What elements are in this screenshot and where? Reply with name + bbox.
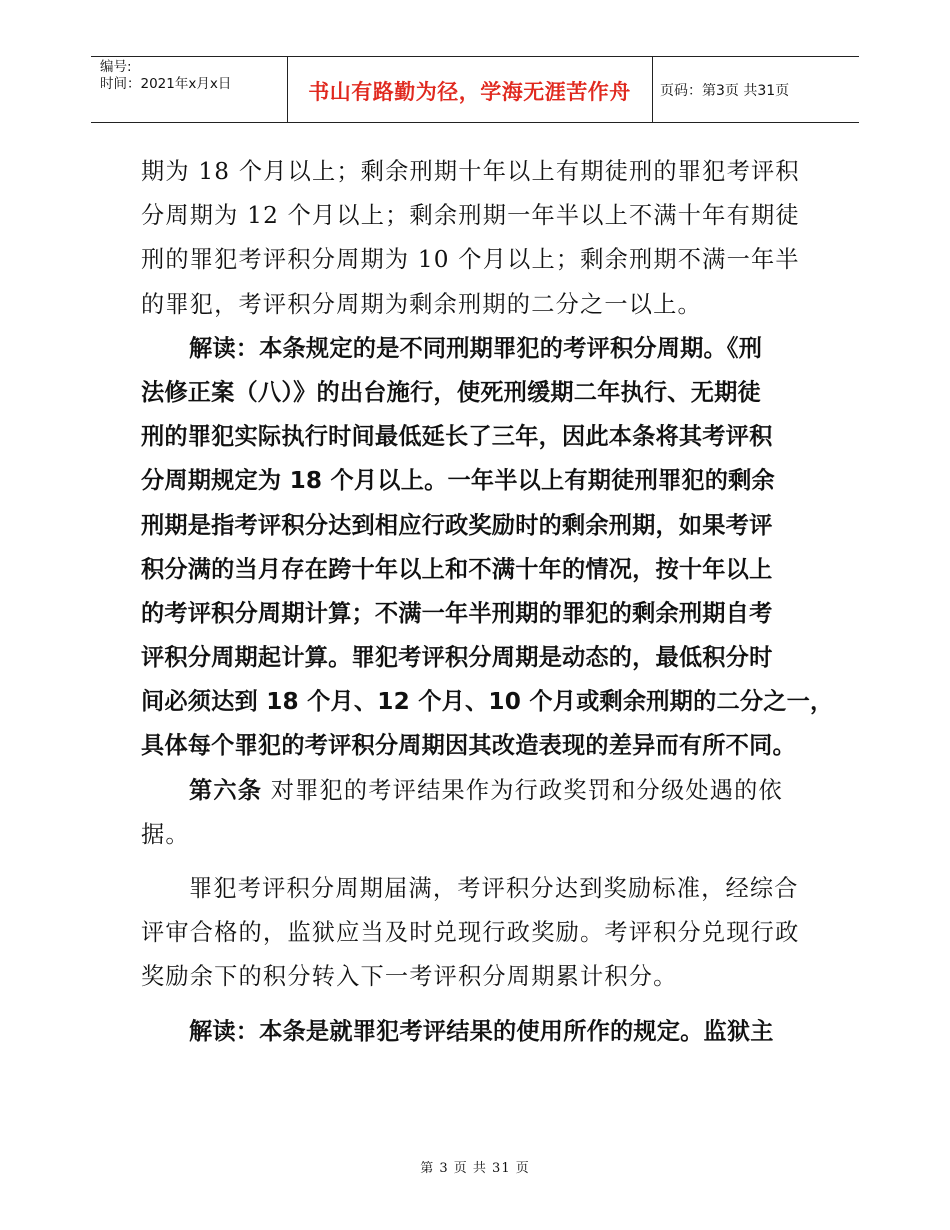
body-line: 刑的罪犯考评积分周期为 10 个月以上；剩余刑期不满一年半 (141, 246, 800, 274)
header-top-rule (91, 56, 859, 57)
body-line: 罪犯考评积分周期届满，考评积分达到奖励标准，经综合 (189, 875, 799, 902)
header-page-info: 页码：第3页 共31页 (660, 83, 790, 99)
page-footer: 第 3 页 共 31 页 (420, 1161, 530, 1176)
header-meta (100, 59, 231, 93)
interpretation-line: 具体每个罪犯的考评积分周期因其改造表现的差异而有所不同。 (141, 732, 796, 760)
interpretation-line: 刑期是指考评积分达到相应行政奖励时的剩余刑期，如果考评 (141, 511, 773, 539)
interpretation-line: 评积分周期起计算。罪犯考评积分周期是动态的，最低积分时 (141, 644, 773, 672)
body-line: 的罪犯，考评积分周期为剩余刑期的二分之一以上。 (141, 290, 702, 318)
body-line: 奖励余下的积分转入下一考评积分周期累计积分。 (141, 963, 678, 991)
body-line: 期为 18 个月以上；剩余刑期十年以上有期徒刑的罪犯考评积 (141, 158, 800, 185)
body-line: 分周期为 12 个月以上；剩余刑期一年半以上不满十年有期徒 (141, 202, 800, 230)
header-number-label: 编号: (100, 59, 132, 75)
interpretation-line: 分周期规定为 18 个月以上。一年半以上有期徒刑罪犯的剩余 (141, 467, 775, 495)
article-line: 据。 (141, 820, 190, 848)
interpretation-line: 解读：本条规定的是不同刑期罪犯的考评积分周期。《刑 (189, 334, 763, 362)
interpretation-line: 的考评积分周期计算；不满一年半刑期的罪犯的剩余刑期自考 (141, 599, 773, 627)
interpretation-line: 积分满的当月存在跨十年以上和不满十年的情况，按十年以上 (141, 555, 773, 583)
interpretation-line: 刑的罪犯实际执行时间最低延长了三年，因此本条将其考评积 (141, 423, 773, 451)
article-heading: 第六条 (189, 776, 263, 804)
interpretation-line: 解读：本条是就罪犯考评结果的使用所作的规定。监狱主 (189, 1017, 774, 1045)
header-motto: 书山有路勤为径，学海无涯苦作舟 (308, 80, 631, 104)
body-line: 评审合格的，监狱应当及时兑现行政奖励。考评积分兑现行政 (141, 919, 800, 947)
interpretation-line: 间必须达到 18 个月、12 个月、10 个月或剩余刑期的二分之一， (141, 688, 834, 716)
document-body (141, 150, 834, 1054)
interpretation-line: 法修正案（八）》的出台施行，使死刑缓期二年执行、无期徒 (141, 378, 761, 406)
article-line (141, 769, 821, 813)
article-text: 对罪犯的考评结果作为行政奖罚和分级处遇的依 (262, 776, 783, 804)
header-bottom-rule (91, 122, 859, 123)
header-time-label: 时间：2021年x月x日 (100, 76, 232, 92)
header-divider-right (652, 56, 653, 122)
